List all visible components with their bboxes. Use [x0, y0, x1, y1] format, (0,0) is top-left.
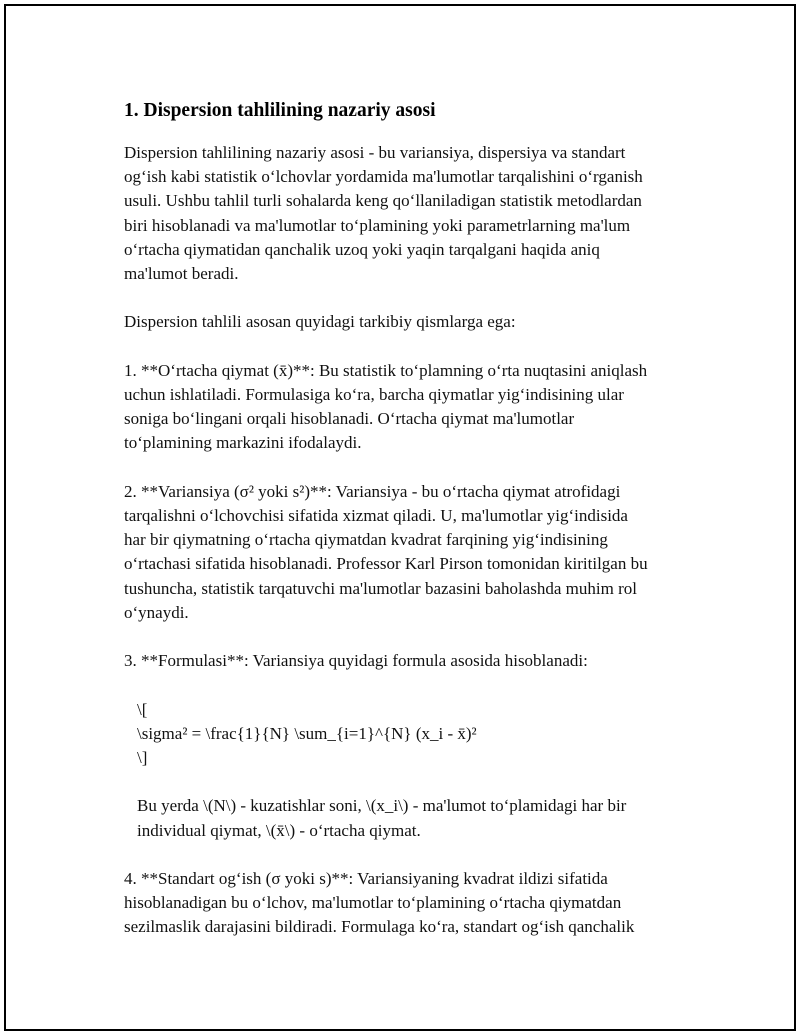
variance-formula: \[ \sigma² = \frac{1}{N} \sum_{i=1}^{N} (x_i - x̄)² \]	[137, 699, 477, 767]
components-intro-paragraph: Dispersion tahlili asosan quyidagi tarkibiy qismlarga ega:	[124, 312, 516, 332]
std-dev-item-paragraph: 4. **Standart og‘ish (σ yoki s)**: Variansiyaning kvadrat ildizi sifatida hisoblanadigan bu o‘lchov, ma'lumotlar to‘plamining o‘rtacha qiymatdan sezilmaslik darajasini bildiradi. Formulaga ko‘ra, standart og‘ish qanchalik	[124, 868, 635, 937]
formula-note-paragraph: Bu yerda \(N\) - kuzatishlar soni, \(x_i\) - ma'lumot to‘plamidagi har bir individual qiymat, \(x̄\) - o‘rtacha qiymat.	[137, 796, 627, 840]
document-page	[4, 4, 796, 1031]
mean-item-paragraph: 1. **O‘rtacha qiymat (x̄)**: Bu statistik to‘plamning o‘rta nuqtasini aniqlash uchun ishlatiladi. Formulasiga ko‘ra, barcha qiymatlar yig‘indisining ular soniga bo‘lingani orqali hisoblanadi. O‘rtacha qiymat ma'lumotlar to‘plamining markazini ifodalaydi.	[124, 360, 648, 453]
variance-item-paragraph: 2. **Variansiya (σ² yoki s²)**: Variansiya - bu o‘rtacha qiymat atrofidagi tarqalishni o‘lchovchisi sifatida xizmat qiladi. U, ma'lumotlar yig‘indisida har bir qiymatning o‘rtacha qiymatdan kvadrat farqining yig‘indisining o‘rtachasi sifatida hisoblanadi. Professor Karl Pirson tomonidan kiritilgan bu tushuncha, statistik tarqatuvchi ma'lumotlar bazasini baholashda muhim rol o‘ynaydi.	[124, 481, 648, 622]
formula-item-paragraph: 3. **Formulasi**: Variansiya quyidagi formula asosida hisoblanadi:	[124, 651, 588, 671]
section-heading: 1. Dispersion tahlilining nazariy asosi	[124, 100, 436, 121]
document-body	[120, 98, 700, 964]
intro-paragraph: Dispersion tahlilining nazariy asosi - bu variansiya, dispersiya va standart og‘ish kabi statistik o‘lchovlar yordamida ma'lumotlar tarqalishini o‘rganish usuli. Ushbu tahlil turli sohalarda keng qo‘llaniladigan statistik metodlardan biri hisoblanadi va ma'lumotlar to‘plamining yoki parametrlarning ma'lum o‘rtacha qiymatidan qanchalik uzoq yoki yaqin tarqalgani haqida aniq ma'lumot beradi.	[124, 143, 643, 284]
